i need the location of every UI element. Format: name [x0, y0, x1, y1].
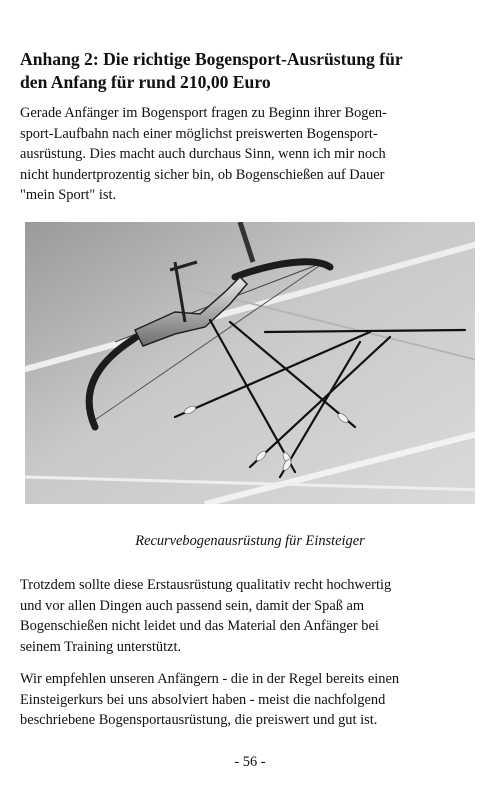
intro-line: ausrüstung. Dies macht auch durchaus Sinn, wenn ich mir noch	[20, 146, 386, 162]
paragraph-line: Wir empfehlen unseren Anfängern - die in der Regel bereits einen	[20, 671, 400, 687]
paragraph-2	[20, 575, 490, 657]
page-heading	[20, 48, 486, 94]
paragraph-line: Einsteigerkurs bei uns absolviert haben - meist die nachfolgend	[20, 691, 386, 708]
intro-line: sport-Laufbahn nach einer möglichst preiswerten Bogensport-	[20, 125, 378, 142]
intro-line: "mein Sport" ist.	[20, 187, 117, 203]
photo-illustration	[25, 222, 475, 504]
paragraph-line: Trotzdem sollte diese Erstausrüstung qualitativ recht hochwertig	[20, 577, 392, 593]
paragraph-line: und vor allen Dingen auch passend sein, damit der Spaß am	[20, 597, 365, 614]
paragraph-line: seinem Training unterstützt.	[20, 638, 182, 655]
intro-line: Gerade Anfänger im Bogensport fragen zu Beginn ihrer Bogen-	[20, 105, 387, 121]
page-number: - 56 -	[234, 754, 266, 770]
recurve-bow-equipment-photo	[25, 222, 475, 504]
figure-caption: Recurvebogenausrüstung für Einsteiger	[135, 533, 365, 549]
heading-line-2: den Anfang für rund 210,00 Euro	[20, 72, 271, 92]
intro-paragraph	[20, 103, 490, 206]
heading-line-1: Anhang 2: Die richtige Bogensport-Ausrüstung für	[20, 49, 403, 69]
intro-line: nicht hundertprozentig sicher bin, ob Bogenschießen auf Dauer	[20, 166, 385, 183]
paragraph-line: beschriebene Bogensportausrüstung, die preiswert und gut ist.	[20, 712, 378, 728]
paragraph-line: Bogenschießen nicht leidet und das Material den Anfänger bei	[20, 618, 379, 634]
paragraph-3	[20, 669, 490, 731]
